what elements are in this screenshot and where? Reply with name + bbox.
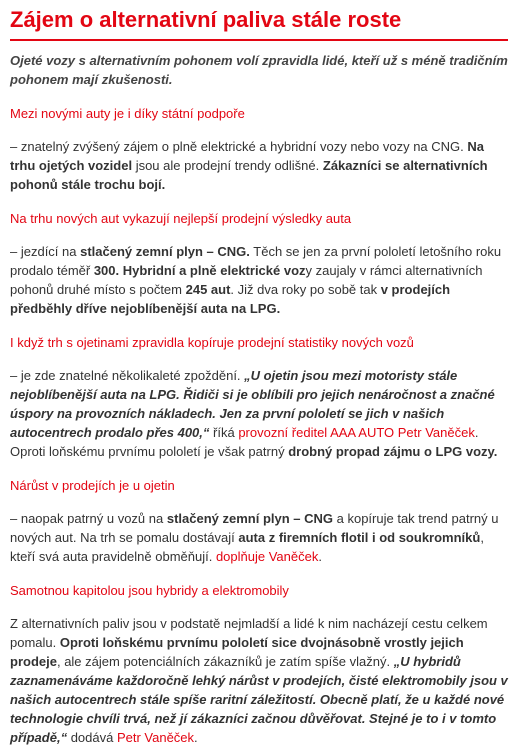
text: Těch se jen za první pololetí letošního roku prodalo téměř: [10, 244, 502, 278]
article-headline: Zájem o alternativní paliva stále roste: [10, 6, 508, 41]
text: . Již dva roky po sobě tak: [230, 282, 381, 297]
quote: „U ojetin jsou mezi motoristy stále nejoblíbenější auta na LPG. Řidiči si je oblíbili pro jejich nenáročnost a značné úspory na provozních nákladech. Jen za první pololetí se jich v našich autocentrech prodalo přes 400,“: [10, 368, 495, 440]
text: – naopak patrný u vozů na: [10, 511, 167, 526]
subheading-4: Nárůst v prodejích je u ojetin: [10, 478, 175, 493]
text: jsou ale prodejní trendy odlišné.: [132, 158, 323, 173]
text: dodává: [67, 730, 117, 745]
speaker-link[interactable]: Petr Vaněček: [116, 730, 195, 745]
text: a kopíruje tak trend patrný u nových aut. Na trh se pomalu dostávají: [10, 511, 499, 545]
bold-text: stlačený zemní plyn – CNG.: [80, 244, 250, 259]
speaker-link[interactable]: provozní ředitel AAA AUTO Petr Vaněček: [238, 425, 475, 440]
paragraph-3: [10, 366, 508, 461]
text: , ale zájem potenciálních zákazníků je zatím spíše vlažný.: [56, 654, 394, 669]
text: .: [194, 730, 198, 745]
bold-text: Oproti loňskému prvnímu pololetí sice dvojnásobně vrostly jejich prodeje: [10, 635, 464, 669]
paragraph-4: [10, 509, 508, 566]
text: , kteří svá auta pravidelně obměňují.: [10, 530, 484, 564]
subheading-3: I když trh s ojetinami zpravidla kopíruje prodejní statistiky nových vozů: [10, 335, 414, 350]
text: y zaujaly v rámci alternativních pohonů druhé místo s počtem: [10, 263, 483, 297]
quote: „U hybridů zaznamenáváme každoročně lehký nárůst v prodejích, čisté elektromobily jsou v našich autocentrech stále spíše raritní záležitostí. Obecně platí, že u každé nové technologie chvíli trvá, než jí zákazníci začnou důvěřovat. Stejné je to i v tomto případě,“: [10, 654, 508, 745]
bold-text: Zákazníci se alternativních pohonů stále trochu bojí.: [10, 158, 488, 192]
subheading-2: Na trhu nových aut vykazují nejlepší prodejní výsledky auta: [10, 211, 352, 226]
paragraph-2: [10, 242, 508, 318]
text: Z alternativních paliv jsou v podstatě nejmladší a lidé k nim nacházejí cestu celkem pomalu.: [10, 616, 488, 650]
bold-text: v prodejích předběhly dříve nejoblíbenější auta na LPG.: [10, 282, 451, 316]
text: – znatelný zvýšený zájem o plně elektrické a hybridní vozy nebo vozy na CNG.: [10, 139, 468, 154]
subheading-1: Mezi novými auty je i díky státní podpoře: [10, 106, 245, 121]
text: – jezdící na: [10, 244, 81, 259]
bold-text: drobný propad zájmu o LPG vozy.: [288, 444, 498, 459]
bold-text: stlačený zemní plyn – CNG: [166, 511, 334, 526]
subheading-5: Samotnou kapitolou jsou hybridy a elektromobily: [10, 583, 289, 598]
article-lead: Ojeté vozy s alternativním pohonem volí zpravidla lidé, kteří už s méně tradičním pohonem mají zkušenosti.: [10, 53, 508, 87]
text: – je zde znatelné několikaleté zpoždění.: [10, 368, 245, 383]
text: .: [318, 549, 322, 564]
bold-text: auta z firemních flotil i od soukromníků: [238, 530, 481, 545]
bold-text: 245 aut: [185, 282, 231, 297]
text: . Oproti loňskému prvnímu pololetí je však patrný: [10, 425, 479, 459]
paragraph-1: [10, 137, 508, 194]
bold-text: Na trhu ojetých vozidel: [10, 139, 485, 173]
bold-text: 300. Hybridní a plně elektrické voz: [93, 263, 306, 278]
text: říká: [209, 425, 239, 440]
speaker-link[interactable]: doplňuje Vaněček: [215, 549, 319, 564]
paragraph-5: [10, 614, 508, 747]
